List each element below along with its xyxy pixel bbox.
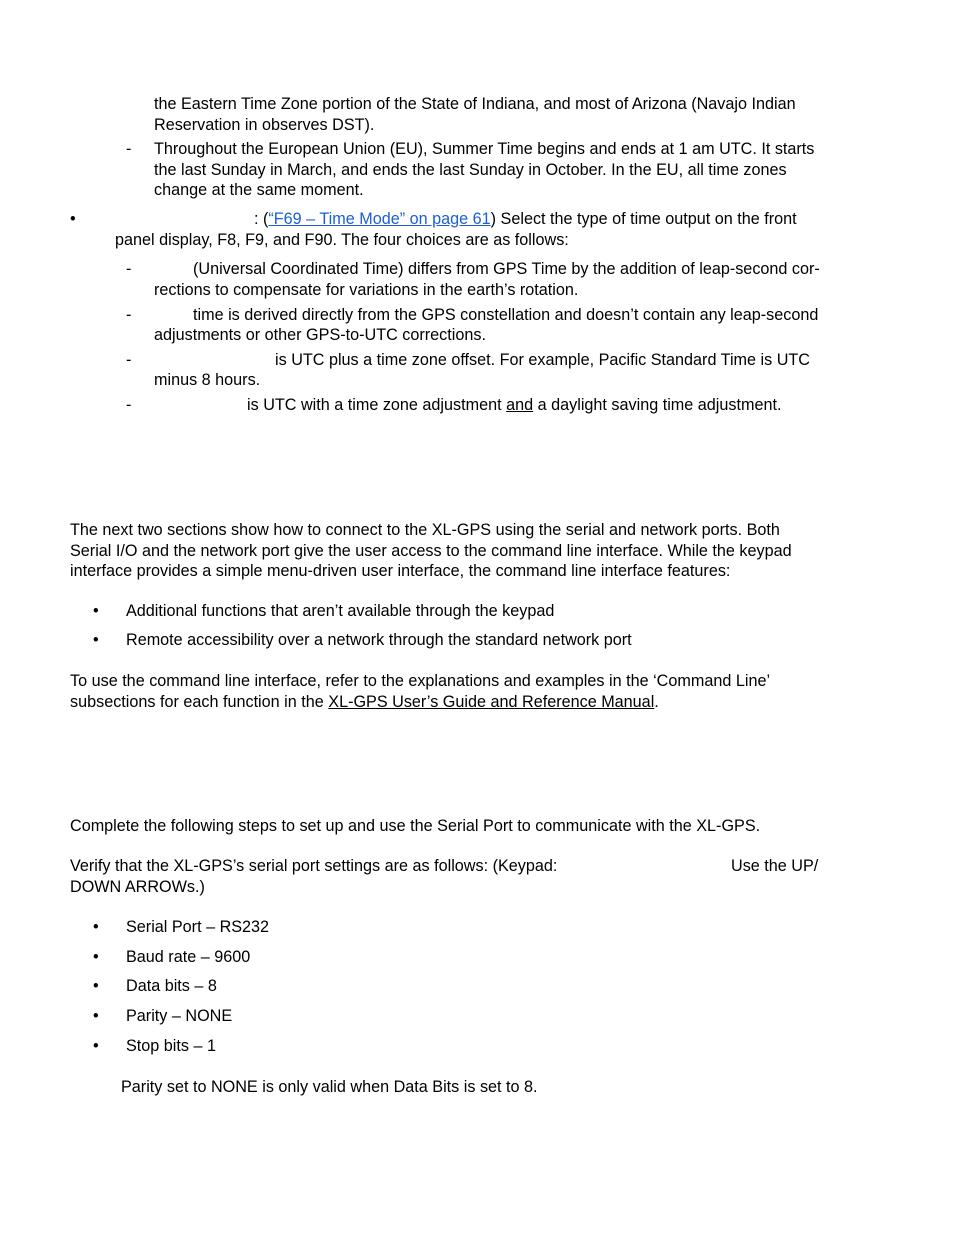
- text-line: interface provides a simple menu-driven user interface, the command line interface features:: [70, 562, 731, 580]
- verify-line1-end: Use the UP/: [731, 857, 819, 875]
- gps-line2: adjustments or other GPS-to-UTC corrections.: [154, 326, 486, 344]
- manual-reference: XL-GPS User’s Guide and Reference Manual: [328, 692, 655, 711]
- utc-line2: rections to compensate for variations in the earth’s rotation.: [154, 281, 579, 299]
- verify-line1-start: Verify that the XL-GPS’s serial port settings are as follows: (Keypad:: [70, 857, 558, 875]
- text-line: Reservation in observes DST).: [154, 115, 375, 134]
- time-mode-paragraph: [254, 209, 854, 230]
- bullet-marker: •: [93, 1007, 99, 1025]
- text-line: Throughout the European Union (EU), Summer Time begins and ends at 1 am UTC. It starts: [154, 140, 815, 158]
- standard-line2: minus 8 hours.: [154, 371, 261, 389]
- list-item: Parity – NONE: [126, 1007, 233, 1025]
- list-item: Additional functions that aren’t available through the keypad: [126, 602, 555, 620]
- text-line: Serial I/O and the network port give the user access to the command line interface. While the keypad: [70, 541, 792, 560]
- intro-paragraph: [70, 520, 870, 582]
- gps-line1: time is derived directly from the GPS constellation and doesn’t contain any leap-second: [193, 306, 819, 324]
- bullet-marker: •: [93, 631, 99, 649]
- text-fragment: is UTC with a time zone adjustment: [247, 396, 507, 414]
- cli-paragraph: [70, 671, 870, 712]
- and-emphasis: and: [506, 396, 534, 414]
- serial-steps-intro: Complete the following steps to set up and use the Serial Port to communicate with the XL-GPS.: [70, 817, 761, 835]
- text-fragment: ) Select the type of time output on the front: [490, 210, 797, 228]
- text-fragment: subsections for each function in the: [70, 692, 329, 711]
- bullet-marker: •: [93, 918, 99, 936]
- list-item: Data bits – 8: [126, 977, 217, 995]
- eu-summer-time-item: [154, 139, 874, 201]
- text-line: The next two sections show how to connect to the XL-GPS using the serial and network ports. Both: [70, 521, 780, 539]
- verify-line2: DOWN ARROWs.): [70, 878, 205, 896]
- text-fragment: : (: [254, 210, 269, 228]
- dash-marker: -: [126, 351, 132, 369]
- time-mode-line2: panel display, F8, F9, and F90. The four choices are as follows:: [115, 231, 569, 249]
- text-line: the Eastern Time Zone portion of the State of Indiana, and most of Arizona (Navajo Indian: [154, 95, 796, 113]
- dash-marker: -: [126, 306, 132, 324]
- bullet-marker: •: [93, 602, 99, 620]
- bullet-marker: •: [93, 977, 99, 995]
- list-item: Remote accessibility over a network through the standard network port: [126, 631, 632, 649]
- f69-time-mode-link[interactable]: “F69 – Time Mode” on page 61: [268, 210, 491, 228]
- dash-marker: -: [126, 260, 132, 278]
- parity-note: Parity set to NONE is only valid when Data Bits is set to 8.: [121, 1078, 538, 1096]
- text-line: change at the same moment.: [154, 181, 364, 199]
- bullet-marker: •: [93, 1037, 99, 1055]
- dash-marker: -: [126, 140, 132, 158]
- list-item: Baud rate – 9600: [126, 948, 251, 966]
- utc-line1: (Universal Coordinated Time) differs from GPS Time by the addition of leap-second cor-: [193, 260, 820, 278]
- text-line: the last Sunday in March, and ends the last Sunday in October. In the EU, all time zones: [154, 160, 787, 179]
- dash-marker: -: [126, 396, 132, 414]
- bullet-marker: •: [70, 210, 76, 228]
- dst-continuation: [154, 94, 874, 135]
- bullet-marker: •: [93, 948, 99, 966]
- standard-line1: is UTC plus a time zone offset. For example, Pacific Standard Time is UTC: [275, 351, 810, 369]
- text-line: To use the command line interface, refer to the explanations and examples in the ‘Command Line’: [70, 672, 771, 690]
- local-line: [247, 395, 781, 416]
- text-fragment: .: [654, 692, 659, 711]
- list-item: Serial Port – RS232: [126, 918, 270, 936]
- list-item: Stop bits – 1: [126, 1037, 216, 1055]
- text-fragment: a daylight saving time adjustment.: [533, 396, 782, 414]
